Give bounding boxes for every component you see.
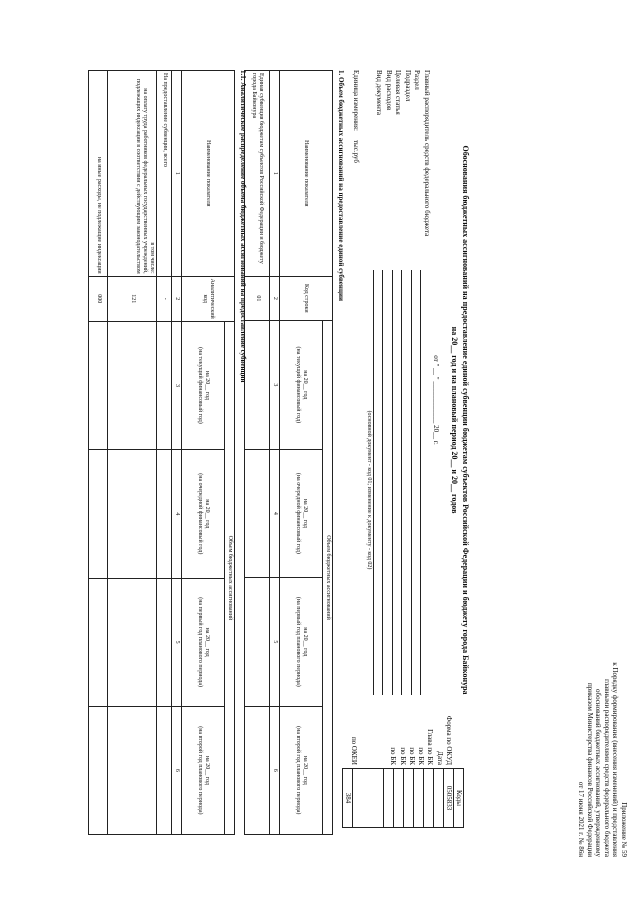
value-cell[interactable] xyxy=(157,450,172,578)
okei-code: 384 xyxy=(343,769,353,828)
chapter-label: Глава по БК xyxy=(426,729,435,765)
table-row xyxy=(245,71,270,835)
col-number: 2 xyxy=(172,276,182,321)
codes-labels xyxy=(388,716,453,765)
row-name: на иные расходы, не подлежащие индексации xyxy=(89,71,108,277)
form-label: Форма по ОКУД xyxy=(445,715,453,765)
year1-label: на 20__ год xyxy=(204,370,210,400)
value-cell[interactable] xyxy=(245,578,270,706)
col-number: 3 xyxy=(172,321,182,449)
value-cell[interactable] xyxy=(157,706,172,834)
value-cell[interactable] xyxy=(89,450,108,578)
row-name: Единая субвенция бюджетам субъектов Российской Федерации и бюджету города Байконура xyxy=(245,71,270,277)
form-code: 0505833 xyxy=(444,769,454,828)
appendix-line: от 17 июня 2021 г. № 86н xyxy=(577,781,586,857)
doc-type-hint: (основной документ - код 01; изменение к документу - код 02) xyxy=(366,410,372,570)
value-cell[interactable] xyxy=(157,321,172,449)
appendix-line: приказом Министерства финансов Российской Федерации xyxy=(586,683,594,857)
value-cell[interactable] xyxy=(157,578,172,706)
kind-label: по БК xyxy=(389,747,398,765)
table-row xyxy=(89,71,108,835)
subsection-underline[interactable] xyxy=(401,270,402,695)
value-cell[interactable] xyxy=(108,578,157,706)
subsection-cell[interactable] xyxy=(404,769,414,828)
chapter-cell[interactable] xyxy=(424,769,434,828)
section1-heading: 1. Объем бюджетных ассигнований на предоставление единой субвенции xyxy=(337,70,345,302)
date-label: Дата xyxy=(435,751,444,765)
row-name: На предоставление субвенции, всего xyxy=(157,71,172,277)
appendix-line: к Порядку формирования (внесения изменений) и представления xyxy=(611,662,620,857)
row-code: 121 xyxy=(108,276,157,321)
year4-sub: (на второй год планового периода) xyxy=(295,726,302,815)
col-code-header: Код строки xyxy=(280,276,333,320)
col-year3-header xyxy=(280,578,323,706)
col-year2-header xyxy=(280,449,323,578)
table-row xyxy=(157,71,172,835)
manager-label: Главный распорядитель средств федерального бюджета xyxy=(423,70,431,237)
col-year2-header xyxy=(182,450,225,578)
section1-table xyxy=(244,70,333,835)
year2-label: на 20__ год xyxy=(204,499,210,529)
table-row xyxy=(108,71,157,835)
document-title: Обоснования бюджетных ассигнований на предоставление единой субвенции бюджетам субъектов Российской Федерации и бюджету города Байконура xyxy=(461,145,470,695)
blank-cell xyxy=(353,769,384,828)
target-cell[interactable] xyxy=(394,769,404,828)
target-field-label: Целевая статья xyxy=(394,70,403,115)
value-cell[interactable] xyxy=(89,321,108,449)
year3-label: на 20__ год xyxy=(302,627,308,657)
codes-header: Коды xyxy=(454,769,464,828)
subsection-field-label: Подраздел xyxy=(404,70,412,102)
col-year1-header xyxy=(280,321,323,450)
col-number: 6 xyxy=(172,706,182,834)
col-year4-header xyxy=(182,706,225,834)
field-labels xyxy=(374,70,431,236)
expense-type-label: Вид расходов xyxy=(385,70,393,111)
col-volume-header: Объем бюджетных ассигнований xyxy=(323,321,333,835)
value-cell[interactable] xyxy=(245,449,270,578)
col-number: 3 xyxy=(270,321,280,450)
doc-type-underline[interactable] xyxy=(373,270,374,695)
codes-table xyxy=(342,768,464,828)
value-cell[interactable] xyxy=(108,450,157,578)
value-cell[interactable] xyxy=(108,321,157,449)
row-name xyxy=(108,71,157,277)
year1-label: на 20__ год xyxy=(302,370,308,400)
year3-sub: (на первый год планового периода) xyxy=(197,597,204,688)
year2-sub: (на очередной финансовый год) xyxy=(197,473,204,555)
row-subheading: в том числе: xyxy=(149,242,156,274)
year2-sub: (на очередной финансовый год) xyxy=(295,472,302,554)
value-cell[interactable] xyxy=(89,706,108,834)
col-year1-header xyxy=(182,321,225,449)
row-code: 000 xyxy=(89,276,108,321)
col-number: 1 xyxy=(172,71,182,277)
appendix-line: обоснований бюджетных ассигнований, утвержденному xyxy=(594,689,603,857)
year1-sub: (на текущий финансовый год) xyxy=(197,347,204,424)
year4-sub: (на второй год планового периода) xyxy=(197,726,204,815)
year2-label: на 20__ год xyxy=(302,498,308,528)
year1-sub: (на текущий финансовый год) xyxy=(295,346,302,424)
appendix-line: Приложение № 59 xyxy=(620,802,628,857)
row-name-text: на оплату труда работников федеральных государственных учреждений, подлежащих индексации в соответствии с действующим законодательством xyxy=(135,78,149,274)
col-number: 2 xyxy=(270,276,280,320)
value-cell[interactable] xyxy=(245,706,270,834)
subsection-label: по БК xyxy=(407,747,416,765)
section-cell[interactable] xyxy=(414,769,424,828)
year3-label: на 20__ год xyxy=(204,627,210,657)
col-analytic-header: Аналитический код xyxy=(182,276,235,321)
date-cell[interactable] xyxy=(434,769,444,828)
okei-label: по ОКЕИ xyxy=(350,736,358,765)
col-year4-header xyxy=(280,706,323,834)
row-code: 01 xyxy=(245,276,270,320)
section-label: по БК xyxy=(417,747,426,765)
appendix-line: главными распорядителями средств федерального бюджета xyxy=(603,679,611,857)
value-cell[interactable] xyxy=(245,321,270,450)
date-line: от " __ " ____________ 20__ г. xyxy=(432,355,440,445)
col-name-header: Наименование показателя xyxy=(182,71,235,277)
manager-underline[interactable] xyxy=(420,270,421,695)
col-number: 6 xyxy=(270,706,280,834)
col-name-header: Наименование показателя xyxy=(280,71,333,277)
section-underline[interactable] xyxy=(411,270,412,695)
expense-type-underline[interactable] xyxy=(382,270,383,695)
row-code: - xyxy=(157,276,172,321)
doc-type-label: Вид документа xyxy=(375,70,384,116)
unit-value: тыс.руб xyxy=(352,140,360,163)
kind-cell[interactable] xyxy=(384,769,394,828)
section11-table xyxy=(88,70,235,835)
year4-label: на 20__ год xyxy=(302,755,308,785)
section11-heading: 1.1. Аналитическое распределение объема бюджетных ассигнований на предоставление субвенции xyxy=(239,70,247,383)
col-number: 1 xyxy=(270,71,280,277)
col-volume-header: Объем бюджетных ассигнований xyxy=(225,321,235,834)
col-number: 4 xyxy=(270,449,280,578)
year4-label: на 20__ год xyxy=(204,755,210,785)
appendix-block xyxy=(577,662,628,857)
col-number: 4 xyxy=(172,450,182,578)
col-year3-header xyxy=(182,578,225,706)
col-number: 5 xyxy=(270,578,280,706)
section-field-label: Раздел xyxy=(413,70,422,90)
year3-sub: (на первый год планового периода) xyxy=(295,596,302,687)
target-underline[interactable] xyxy=(392,270,393,695)
col-number: 5 xyxy=(172,578,182,706)
document-subtitle: на 20__ год и на плановый период 20__ и 20__ годов xyxy=(450,326,459,514)
unit-label: Единица измерения: xyxy=(352,70,360,131)
value-cell[interactable] xyxy=(108,706,157,834)
target-label: по БК xyxy=(398,747,407,765)
value-cell[interactable] xyxy=(89,578,108,706)
